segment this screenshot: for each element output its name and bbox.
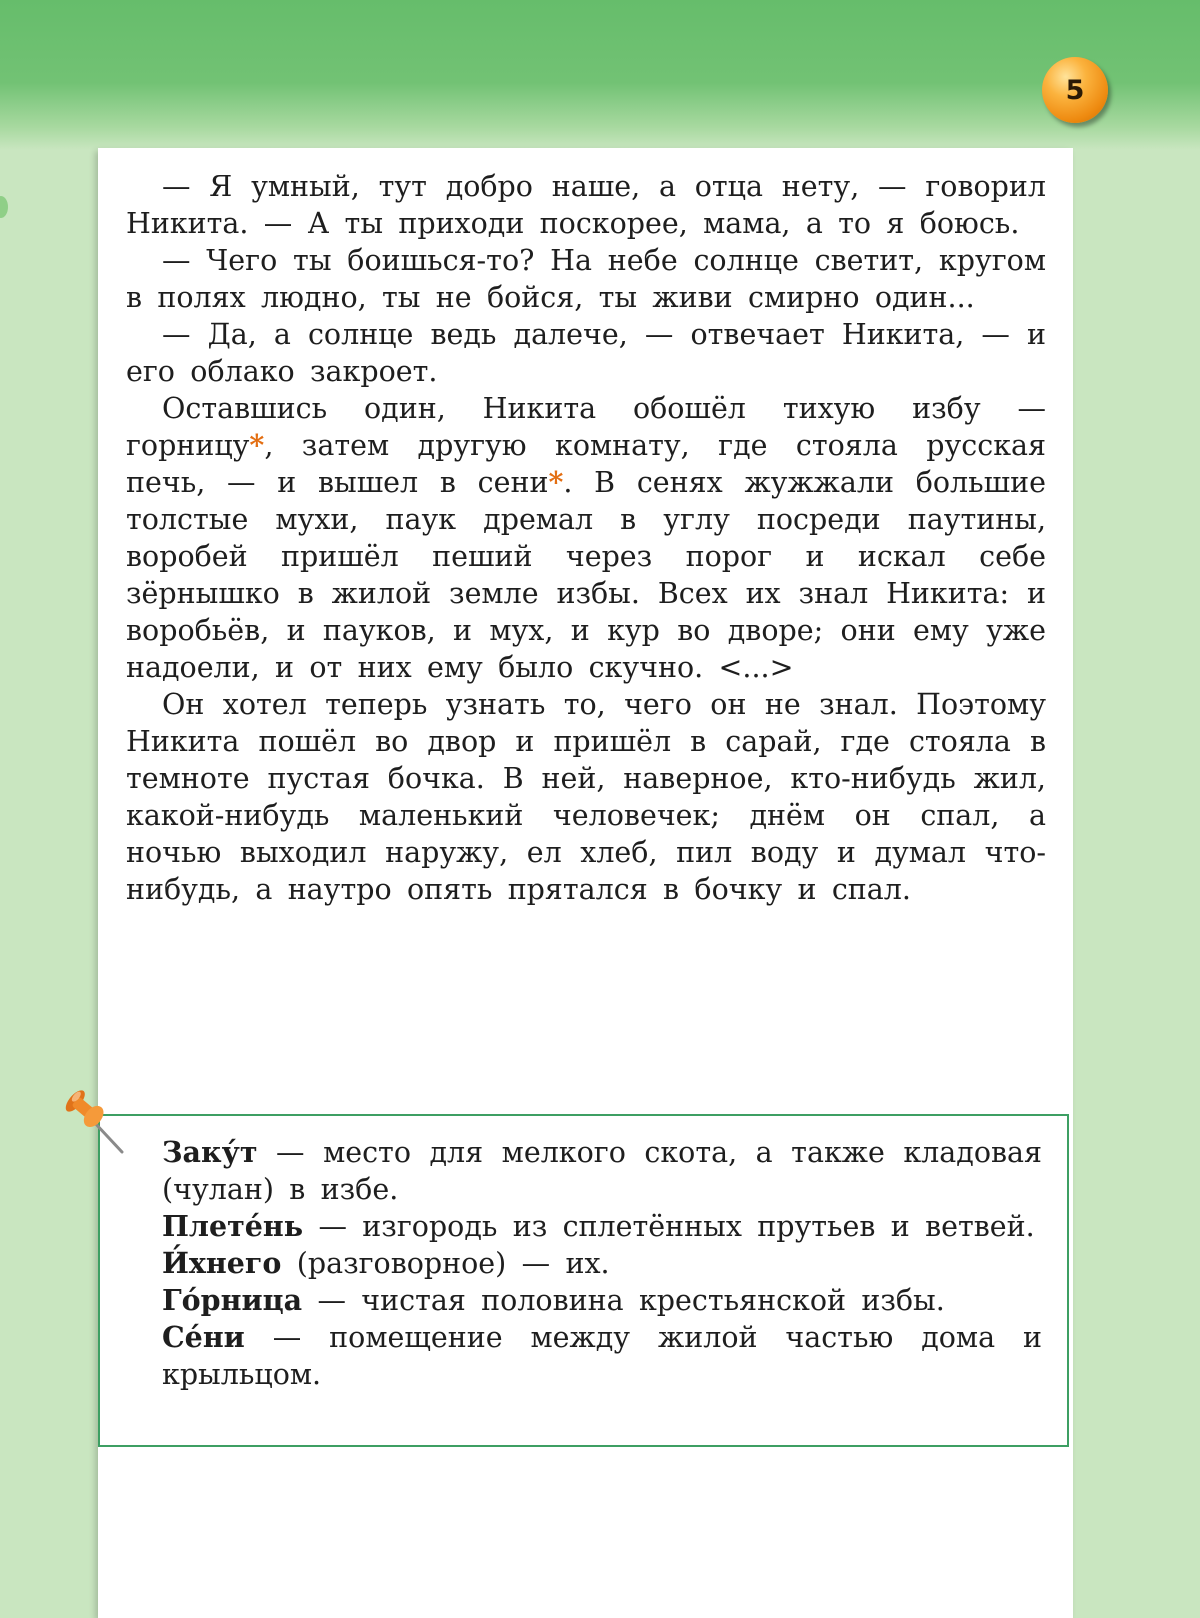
text-page bbox=[98, 148, 1073, 1618]
paragraph-1: — Я умный, тут добро наше, а отца нету, — говорил Никита. — А ты приходи поскорее, мама, а то я боюсь. bbox=[126, 170, 1046, 240]
paragraph-3: — Да, а солнце ведь далече, — отвечает Никита, — и его облако закроет. bbox=[126, 318, 1046, 388]
paragraph-4-part-2: , затем другую комнату, где стояла русская печь, — и вышел в сени bbox=[126, 429, 1046, 499]
glossary-definition: — чистая половина крестьянской избы. bbox=[302, 1284, 945, 1317]
paragraph-4-part-1: Оставшись один, Никита обошёл тихую избу — горницу bbox=[126, 392, 1046, 462]
glossary-box bbox=[98, 1114, 1069, 1447]
glossary-entry bbox=[162, 1282, 1042, 1319]
glossary-term: Заку́т bbox=[162, 1135, 258, 1169]
glossary-list bbox=[162, 1134, 1042, 1393]
page-edge-marker bbox=[0, 196, 8, 218]
paragraph-4-part-3: . В сенях жужжали большие толстые мухи, паук дремал в углу посреди паутины, воробей пришёл пеший через порог и искал себе зёрнышко в жилой земле избы. Всех их знал Никита: и воробьёв, и пауков, и мух, и кур во дворе; они ему уже надоели, и от них ему было скучно. <...> bbox=[126, 466, 1046, 684]
glossary-term: И́хнего bbox=[162, 1246, 282, 1280]
glossary-definition: — помещение между жилой частью дома и крыльцом. bbox=[162, 1321, 1042, 1391]
glossary-definition: (разговорное) — их. bbox=[281, 1247, 610, 1280]
glossary-entry bbox=[162, 1319, 1042, 1393]
footnote-star-seni: * bbox=[548, 465, 564, 499]
paragraph-4 bbox=[126, 390, 1046, 686]
glossary-definition: — место для мелкого скота, а также кладовая (чулан) в избе. bbox=[162, 1136, 1042, 1206]
glossary-entry bbox=[162, 1134, 1042, 1208]
header-band bbox=[0, 0, 1200, 150]
glossary-entry bbox=[162, 1208, 1042, 1245]
page-number-badge: 5 bbox=[1042, 57, 1108, 123]
glossary-term: Го́рница bbox=[162, 1283, 303, 1317]
glossary-term: Се́ни bbox=[162, 1320, 245, 1354]
pushpin-icon bbox=[58, 1084, 130, 1160]
glossary-entry bbox=[162, 1245, 1042, 1282]
story-text bbox=[126, 168, 1046, 908]
paragraph-5: Он хотел теперь узнать то, чего он не знал. Поэтому Никита пошёл во двор и пришёл в сарай, где стояла в темноте пустая бочка. В ней, наверное, кто-нибудь жил, какой-нибудь маленький человечек; днём он спал, а ночью выходил наружу, ел хлеб, пил воду и думал что-нибудь, а наутро опять прятался в бочку и спал. bbox=[126, 688, 1046, 906]
glossary-definition: — изгородь из сплетённых прутьев и ветвей. bbox=[303, 1210, 1035, 1243]
footnote-star-gornitsa: * bbox=[249, 428, 265, 462]
paragraph-2: — Чего ты боишься-то? На небе солнце светит, кругом в полях людно, ты не бойся, ты живи смирно один... bbox=[126, 244, 1046, 314]
glossary-term: Плете́нь bbox=[162, 1209, 304, 1243]
